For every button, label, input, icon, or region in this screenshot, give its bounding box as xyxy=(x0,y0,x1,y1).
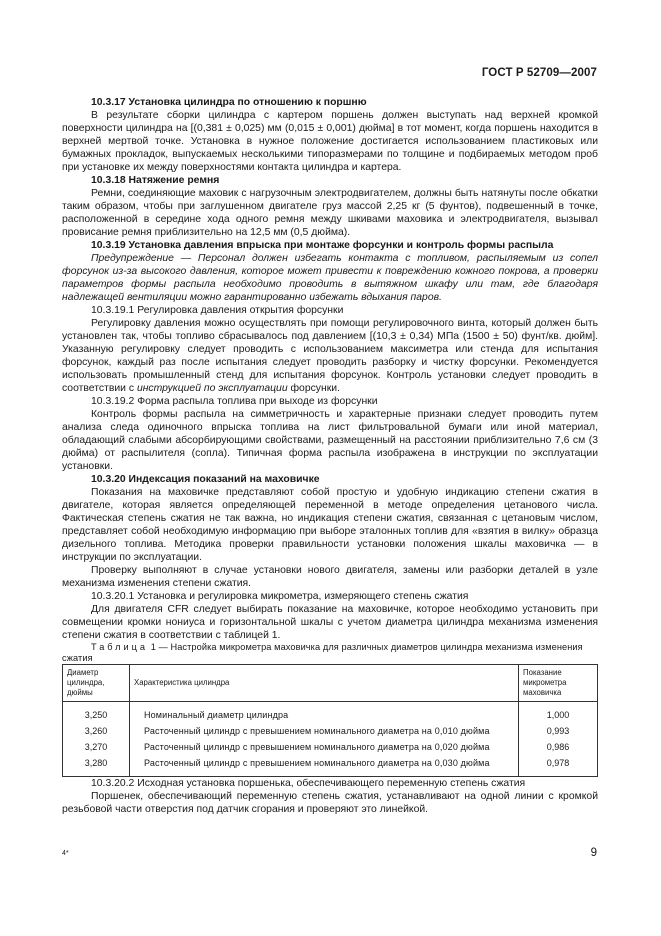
cell-description: Номинальный диаметр цилиндра xyxy=(144,709,289,720)
cell-diameter: 3,260 xyxy=(63,723,130,739)
paragraph-10-3-19-1-text-a: Регулировку давления можно осуществлять при помощи регулировочного винта, который должен быть установлен так, чтобы топливо сбрасывалось под давлением [(10,3 ± 0,34) МПа (1500 ± 50) фунт/кв. дюйм]. Указанную регулировку следует проводить с использованием максиметра или стенда для испытания форсунок, каждый раз после испытания следует проводить разборку и чистку форсунки. Рекомендуется использовать промышленный стенд для испытания форсунок. Контроль установки следует проводить в соответствии с xyxy=(62,318,598,394)
document-code: ГОСТ Р 52709—2007 xyxy=(481,67,597,79)
paragraph-10-3-18: Ремни, соединяющие маховик с нагрузочным электродвигателем, должны быть натянуты после обкатки таким образом, чтобы при заглушенном двигателе груз массой 2,25 кг (5 фунтов), подвешенный в точке, расположенной в середине хода одного ремня между шкивами маховика и электродвигателя, вызывал провисание ремня приблизительно на 12,5 мм (0,5 дюйма). xyxy=(62,188,598,238)
table-caption xyxy=(62,642,598,664)
header-characteristic: Характеристика цилиндра xyxy=(130,665,519,702)
paragraph-10-3-20-2: Поршенек, обеспечивающий переменную степень сжатия, устанавливают на одной линии с кромкой резьбовой части отверстия под датчик сгорания и проверяют это линейкой. xyxy=(62,791,598,815)
table-row xyxy=(63,702,598,724)
cell-reading: 0,978 xyxy=(519,755,598,777)
paragraph-10-3-17: В результате сборки цилиндра с картером поршень должен выступать над верхней кромкой поверхности цилиндра на [(0,381 ± 0,025) мм (0,015 ± 0,001) дюйма] в тот момент, когда поршень находится в верхней мертвой точке. Установка в нужное положение достигается использованием пластиковых или бумажных прокладок, выпускаемых несколькими типоразмерами по толщине и подбираемых методом проб при установке их между поверхностями контакта цилиндра и картера. xyxy=(62,110,598,173)
micrometer-table xyxy=(62,664,598,777)
cell-reading: 0,986 xyxy=(519,739,598,755)
sheet-mark: 4* xyxy=(62,850,69,857)
paragraph-10-3-19-1 xyxy=(62,317,598,395)
header-reading: Показание микрометра маховичка xyxy=(519,665,598,702)
header-diameter: Диаметр цилиндра, дюймы xyxy=(63,665,130,702)
cell-description: Расточенный цилиндр с превышением номинального диаметра на 0,010 дюйма xyxy=(144,725,490,736)
warning-paragraph: Предупреждение — Персонал должен избегать контакта с топливом, распыляемым из сопел форсунок из-за высокого давления, которое может привести к повреждению кожного покрова, а проверки параметров формы распыла необходимо проводить в вытяжном шкафу или там, где благодаря надлежащей вентиляции можно гарантированно избежать вдыхания паров. xyxy=(62,253,598,303)
table-row xyxy=(63,739,598,755)
cell-reading: 1,000 xyxy=(519,702,598,724)
table-header-row xyxy=(63,665,598,702)
cell-description: Расточенный цилиндр с превышением номинального диаметра на 0,020 дюйма xyxy=(144,741,490,752)
heading-10-3-17: 10.3.17 Установка цилиндра по отношению к поршню xyxy=(91,97,367,108)
heading-10-3-19: 10.3.19 Установка давления впрыска при монтаже форсунки и контроль формы распыла xyxy=(91,240,554,251)
paragraph-10-3-20-1: Для двигателя CFR следует выбирать показание на маховичке, которое необходимо установить при совмещении кромки нониуса и горизонтальной шкалы с учетом диаметра цилиндра механизма изменения степени сжатия в соответствии с таблицей 1. xyxy=(62,604,598,641)
table-caption-text: 1 — Настройка микрометра маховичка для различных диаметров цилиндра механизма изменения сжатия xyxy=(62,642,583,663)
page-number: 9 xyxy=(590,847,597,859)
paragraph-10-3-19-2: Контроль формы распыла на симметричность и характерные признаки следует проводить путем анализа следа одиночного впрыска топлива на лист фильтровальной бумаги или иной материал, обладающий слабыми абсорбирующими свойствами, размещенный на расстоянии приблизительно 7,6 см (3 дюйма) от распылителя (сопла). Типичная форма распыла изображена в инструкции по эксплуатации установки. xyxy=(62,409,598,472)
cell-diameter: 3,280 xyxy=(63,755,130,777)
subheading-10-3-20-1: 10.3.20.1 Установка и регулировка микрометра, измеряющего степень сжатия xyxy=(91,591,469,602)
heading-10-3-18: 10.3.18 Натяжение ремня xyxy=(91,175,220,186)
cell-description: Расточенный цилиндр с превышением номинального диаметра на 0,030 дюйма xyxy=(130,755,519,777)
subheading-10-3-19-1: 10.3.19.1 Регулировка давления открытия форсунки xyxy=(91,305,344,316)
cell-diameter: 3,250 xyxy=(63,702,130,724)
table-caption-label: Таблица xyxy=(91,642,149,652)
page-body xyxy=(62,96,598,816)
table-row xyxy=(63,755,598,777)
subheading-10-3-19-2: 10.3.19.2 Форма распыла топлива при выходе из форсунки xyxy=(91,396,378,407)
instruction-reference: инструкцией по эксплуатации xyxy=(136,383,288,394)
cell-reading: 0,993 xyxy=(519,723,598,739)
paragraph-10-3-19-1-text-b: форсунки. xyxy=(287,383,340,394)
heading-10-3-20: 10.3.20 Индексация показаний на маховичке xyxy=(91,474,320,485)
subheading-10-3-20-2: 10.3.20.2 Исходная установка поршенька, обеспечивающего переменную степень сжатия xyxy=(91,778,526,789)
paragraph-10-3-20-a: Показания на маховичке представляют собой простую и удобную индикацию степени сжатия в двигателе, которая является определяющей переменной в методе определения цетанового числа. Фактическая степень сжатия не так важна, но индикация степени сжатия, связанная с цетановым числом, представляет собой необходимую информацию при выборе эталонных топлив для «взятия в вилку» образца дизельного топлива. Методика проверки правильности установки положения шкалы маховичка — в инструкции по эксплуатации. xyxy=(62,487,598,563)
cell-diameter: 3,270 xyxy=(63,739,130,755)
paragraph-10-3-20-b: Проверку выполняют в случае установки нового двигателя, замены или разборки деталей в узле механизма изменения степени сжатия. xyxy=(62,565,598,589)
table-row xyxy=(63,723,598,739)
